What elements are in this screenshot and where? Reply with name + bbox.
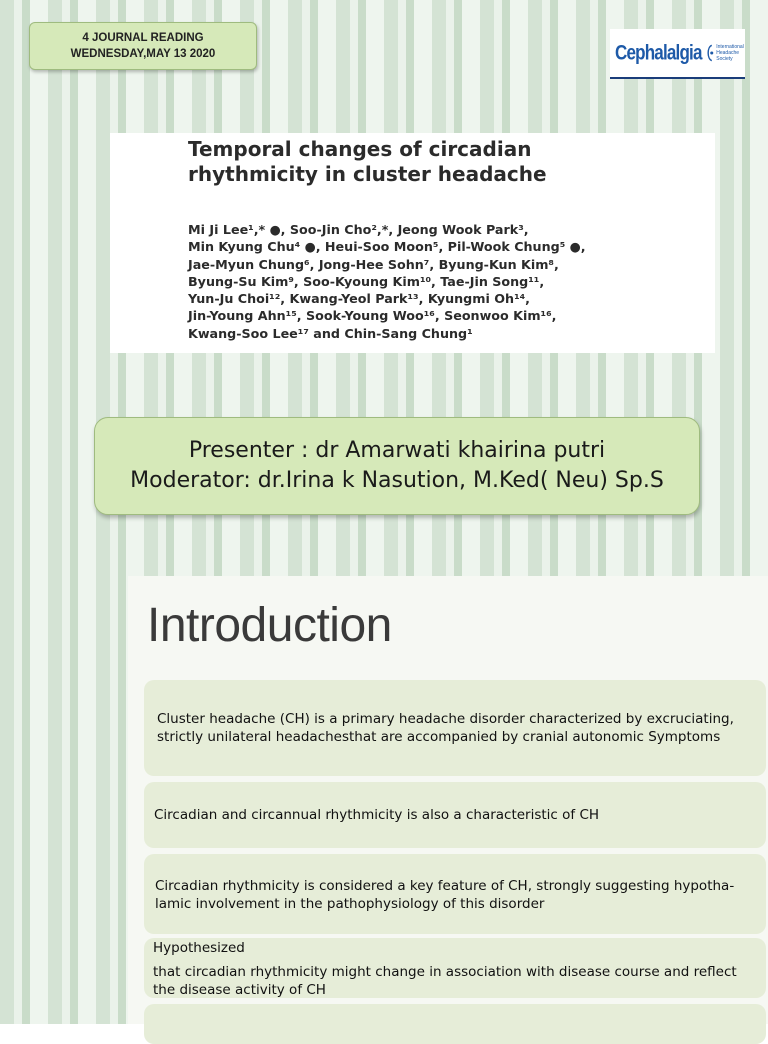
- journal-reading-label: 4 JOURNAL READING: [82, 32, 204, 44]
- bullet-box-partial: [144, 1004, 766, 1044]
- paper-header-image: [110, 133, 715, 353]
- bullet-box: [144, 680, 766, 776]
- author-line: Kwang-Soo Lee¹⁷ and Chin-Sang Chung¹: [188, 325, 473, 341]
- date-label: WEDNESDAY,MAY 13 2020: [70, 48, 216, 60]
- author-line: Jin-Young Ahn¹⁵, Sook-Young Woo¹⁶, Seonwoo Kim¹⁶,: [188, 308, 557, 324]
- moderator-text: Moderator: dr.Irina k Nasution, M.Ked( Neu) Sp.S: [130, 468, 664, 493]
- author-list: [188, 221, 708, 342]
- bullet-box: [144, 854, 766, 934]
- logo-subtitle: International Headache Society: [716, 44, 744, 62]
- logo-emblem-icon: [706, 43, 715, 63]
- paper-title-line-2: rhythmicity in cluster headache: [188, 162, 547, 186]
- bullet-heading: Hypothesized: [153, 940, 245, 956]
- author-line: Byung-Su Kim⁹, Soo-Kyoung Kim¹⁰, Tae-Jin Song¹¹,: [188, 273, 545, 289]
- paper-title: [188, 137, 708, 187]
- bullet-text: Cluster headache (CH) is a primary headache disorder characterized by excruciating, strictly unilateral headachesthat are accompanied by cranial autonomic Symptoms: [157, 711, 734, 745]
- slide-title-introduction: Introduction: [147, 599, 392, 652]
- logo-text: Cephalalgia: [615, 40, 702, 65]
- bullet-text: Circadian and circannual rhythmicity is also a characteristic of CH: [154, 807, 600, 823]
- presenter-box: [94, 417, 700, 515]
- date-label-box: [29, 22, 257, 70]
- author-line: Yun-Ju Choi¹², Kwang-Yeol Park¹³, Kyungmi Oh¹⁴,: [188, 291, 530, 307]
- paper-title-line-1: Temporal changes of circadian: [188, 137, 532, 161]
- presenter-text: Presenter : dr Amarwati khairina putri: [188, 438, 606, 463]
- bullet-box: [144, 782, 766, 848]
- author-line: Min Kyung Chu⁴ ●, Heui-Soo Moon⁵, Pil-Wook Chung⁵ ●,: [188, 239, 586, 255]
- slide-introduction: [0, 576, 768, 1024]
- bullet-box: [144, 938, 766, 998]
- author-line: Mi Ji Lee¹,* ●, Soo-Jin Cho²,*, Jeong Wook Park³,: [188, 222, 529, 237]
- bullet-text: Circadian rhythmicity is considered a key feature of CH, strongly suggesting hypotha-lamic involvement in the pathophysiology of this disorder: [155, 878, 735, 912]
- bullet-text: that circadian rhythmicity might change in association with disease course and reflect the disease activity of CH: [153, 964, 737, 998]
- cephalalgia-logo: [610, 29, 745, 79]
- author-line: Jae-Myun Chung⁶, Jong-Hee Sohn⁷, Byung-Kun Kim⁸,: [188, 256, 559, 272]
